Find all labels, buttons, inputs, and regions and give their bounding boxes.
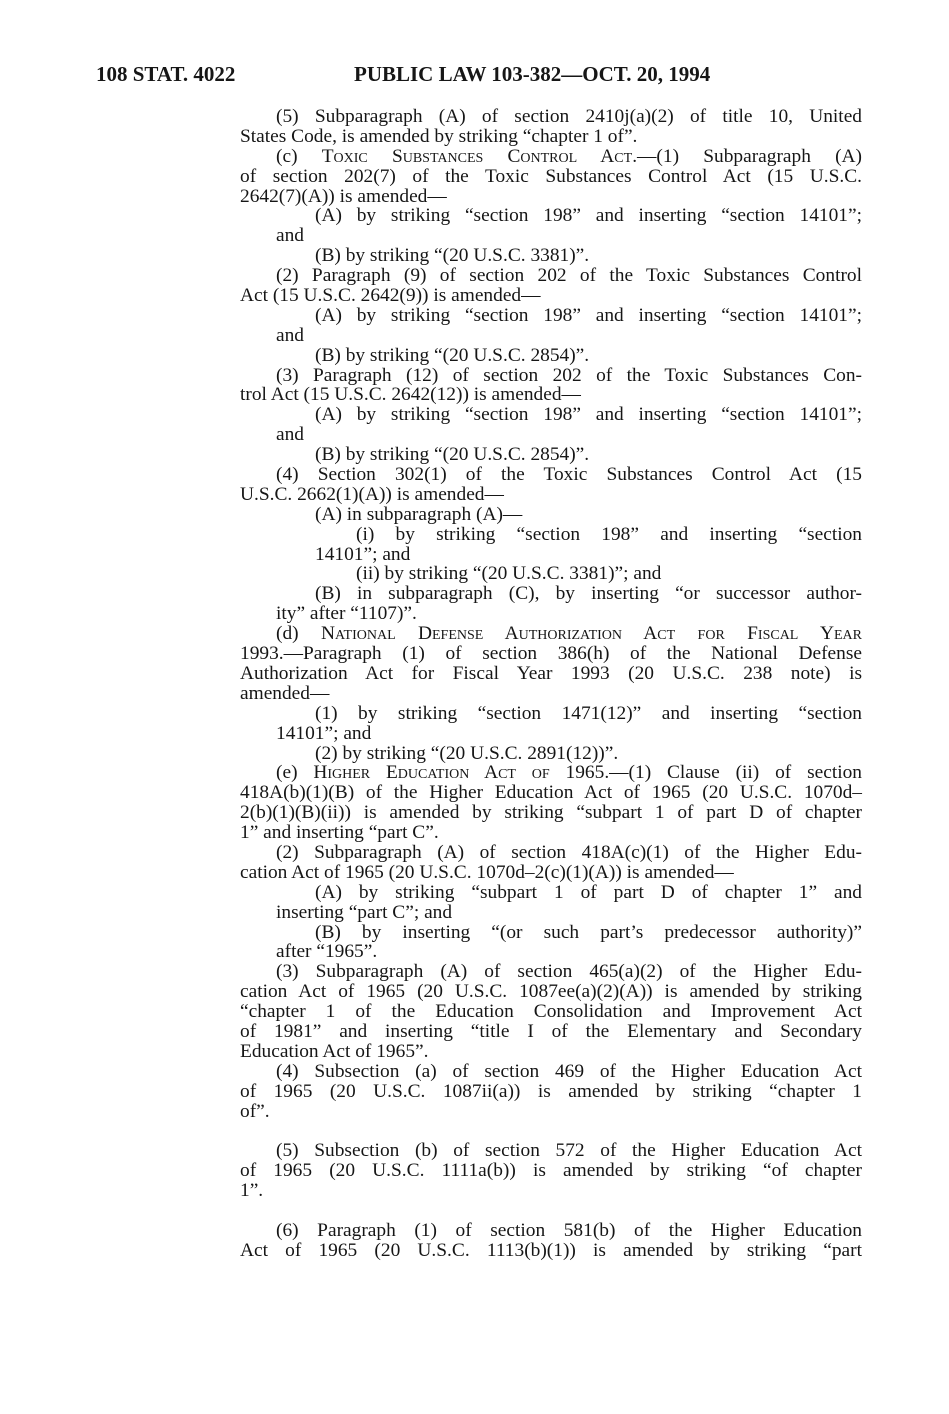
text-line [240,763,862,783]
text-line [240,306,862,326]
statute-page-number: 108 STAT. 4022 [96,62,236,86]
line-text: (6) Paragraph (1) of section 581(b) of the Higher Education [276,1220,862,1242]
text-line [240,724,862,744]
line-text: (B) by striking “(20 U.S.C. 2854)”. [315,444,590,466]
line-text: U.S.C. 2662(1)(A)) is amended— [240,483,504,505]
line-text: (A) in subparagraph (A)— [315,503,523,525]
public-law-citation: PUBLIC LAW 103-382—OCT. 20, 1994 [354,62,711,86]
line-text-rest: .—(1) Subparagraph (A) [632,145,863,167]
line-text: 2(b)(1)(B)(ii)) is amended by striking “subpart 1 of part D of chapter [240,802,862,824]
paragraph-gap [240,1121,862,1141]
line-text: (B) in subparagraph (C), by inserting “or successor author- [315,583,862,605]
text-line [240,385,862,405]
line-text: trol Act (15 U.S.C. 2642(12)) is amended— [240,384,581,406]
text-line [240,704,862,724]
line-text: 1993.—Paragraph (1) of section 386(h) of the National Defense [240,643,862,665]
line-text: (d) [276,623,321,645]
text-line [240,1062,862,1082]
text-line [240,684,862,704]
line-text: of 1965 (20 U.S.C. 1111a(b)) is amended by striking “of chapter [240,1160,862,1182]
line-text: 14101”; and [315,543,411,565]
text-line [240,1002,862,1022]
line-text: (A) by striking “section 198” and inserting “section 14101”; [315,304,862,326]
line-text: Authorization Act for Fiscal Year 1993 (20 U.S.C. 238 note) is [240,662,862,684]
text-line [240,226,862,246]
text-line [240,405,862,425]
line-text: (5) Subparagraph (A) of section 2410j(a)(2) of title 10, United [276,106,862,127]
line-text: (4) Subsection (a) of section 469 of the Higher Education Act [276,1060,862,1082]
line-text: of”. [240,1100,270,1122]
text-line [240,982,862,1002]
line-text: (A) by striking “section 198” and inserting “section 14101”; [315,404,862,426]
line-text: Act of 1965 (20 U.S.C. 1113(b)(1)) is amended by striking “part [240,1239,862,1261]
line-text: (c) [276,145,322,167]
section-heading-small-caps: Higher Education Act of 1965 [313,762,605,784]
text-line [240,843,862,863]
line-text: (3) Paragraph (12) of section 202 of the Toxic Substances Con- [276,364,862,386]
line-text: (2) Paragraph (9) of section 202 of the Toxic Substances Control [276,265,862,287]
text-line [240,1042,862,1062]
line-text: and [276,324,304,346]
text-line [240,1102,862,1122]
text-line [240,942,862,962]
line-text: (2) Subparagraph (A) of section 418A(c)(1) of the Higher Edu- [276,841,862,863]
line-text: cation Act of 1965 (20 U.S.C. 1087ee(a)(2)(A)) is amended by striking [240,981,862,1003]
text-line [240,624,862,644]
text-line [240,962,862,982]
text-line [240,326,862,346]
text-line [240,883,862,903]
line-text: (B) by striking “(20 U.S.C. 2854)”. [315,344,590,366]
line-text: (ii) by striking “(20 U.S.C. 3381)”; and [356,563,662,585]
text-line [240,783,862,803]
line-text: “chapter 1 of the Education Consolidation and Improvement Act [240,1001,862,1023]
text-line [240,1082,862,1102]
line-text: and [276,424,304,446]
text-line [240,644,862,664]
section-heading-small-caps: Toxic Substances Control Act [321,145,633,167]
paragraph-gap [240,1201,862,1221]
line-text: 2642(7)(A)) is amended— [240,185,447,207]
page-header [96,60,866,88]
line-text: of section 202(7) of the Toxic Substances Control Act (15 U.S.C. [240,165,862,187]
text-line [240,903,862,923]
text-line [240,127,862,147]
text-line [240,187,862,207]
line-text: (B) by striking “(20 U.S.C. 3381)”. [315,245,590,267]
text-line [240,246,862,266]
line-text: amended— [240,682,330,704]
text-line [240,505,862,525]
line-text: (4) Section 302(1) of the Toxic Substances Control Act (15 [276,464,862,486]
line-text: Education Act of 1965”. [240,1040,429,1062]
text-line [240,445,862,465]
text-line [240,107,862,127]
text-line [240,923,862,943]
text-line [240,564,862,584]
text-line [240,167,862,187]
text-line [240,545,862,565]
text-line [240,485,862,505]
text-line [240,286,862,306]
line-text: (5) Subsection (b) of section 572 of the Higher Education Act [276,1140,862,1162]
text-line [240,1221,862,1241]
text-line [240,744,862,764]
text-line [240,803,862,823]
line-text: States Code, is amended by striking “chapter 1 of”. [240,125,638,147]
text-line [240,1241,862,1261]
line-text: inserting “part C”; and [276,901,453,923]
text-line [240,584,862,604]
section-heading-small-caps: National Defense Authorization Act for Fiscal Year [320,623,862,645]
text-line [240,206,862,226]
line-text: (i) by striking “section 198” and inserting “section [356,523,862,545]
text-line [240,1161,862,1181]
text-line [240,1022,862,1042]
text-line [240,425,862,445]
line-text: and [276,225,304,247]
line-text: 418A(b)(1)(B) of the Higher Education Act of 1965 (20 U.S.C. 1070d– [240,782,862,804]
text-line [240,525,862,545]
line-text: of 1981” and inserting “title I of the Elementary and Secondary [240,1020,862,1042]
line-text: 1”. [240,1180,264,1202]
line-text: 1” and inserting “part C”. [240,822,439,844]
text-line [240,863,862,883]
line-text: ity” after “1107)”. [276,603,417,625]
text-line [240,147,862,167]
text-line [240,1141,862,1161]
line-text: 14101”; and [276,722,372,744]
text-line [240,664,862,684]
text-line [240,604,862,624]
text-line [240,346,862,366]
text-line [240,823,862,843]
line-text: of 1965 (20 U.S.C. 1087ii(a)) is amended by striking “chapter 1 [240,1080,862,1102]
text-line [240,366,862,386]
line-text: (e) [276,762,314,784]
line-text: cation Act of 1965 (20 U.S.C. 1070d–2(c)(1)(A)) is amended— [240,861,734,883]
line-text: Act (15 U.S.C. 2642(9)) is amended— [240,285,541,307]
text-line [240,465,862,485]
line-text: (2) by striking “(20 U.S.C. 2891(12))”. [315,742,619,764]
line-text: after “1965”. [276,941,378,963]
line-text: (A) by striking “subpart 1 of part D of chapter 1” and [315,881,862,903]
line-text: (B) by inserting “(or such part’s predecessor authority)” [315,921,862,943]
statute-body-text [240,107,862,1261]
line-text: (1) by striking “section 1471(12)” and inserting “section [315,702,862,724]
line-text: (3) Subparagraph (A) of section 465(a)(2) of the Higher Edu- [276,961,862,983]
line-text: (A) by striking “section 198” and inserting “section 14101”; [315,205,862,227]
text-line [240,1181,862,1201]
line-text-rest: .—(1) Clause (ii) of section [604,762,862,784]
text-line [240,266,862,286]
